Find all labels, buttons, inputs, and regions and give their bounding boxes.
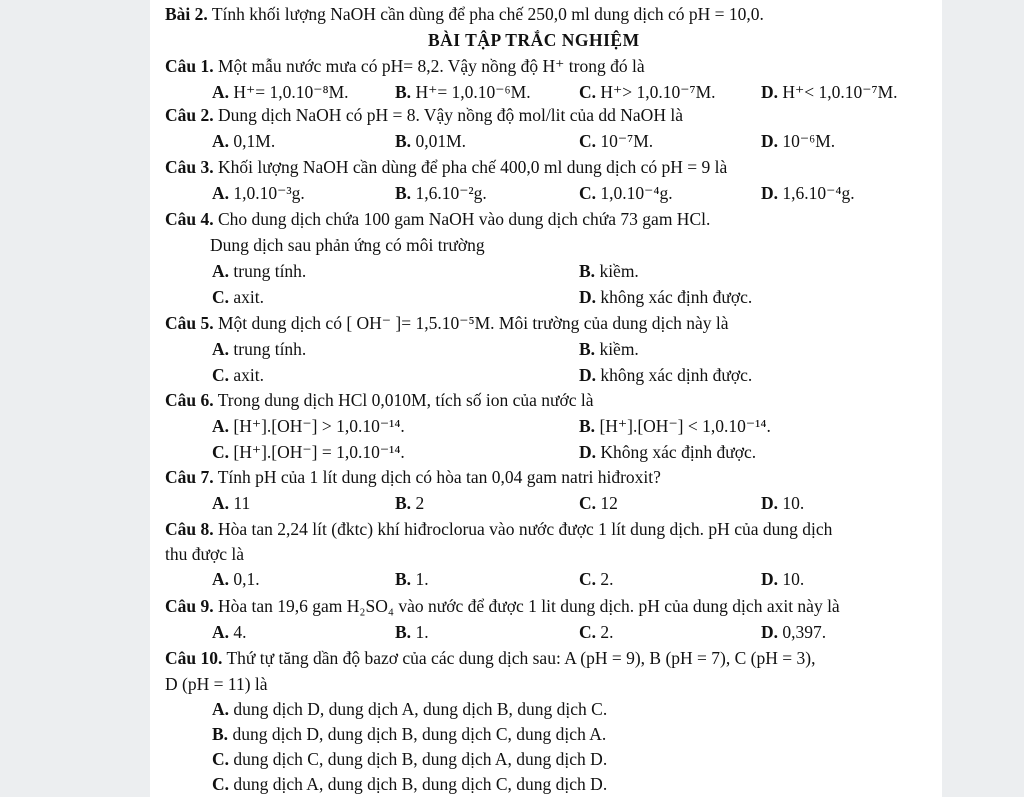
option-label: A. xyxy=(212,339,230,359)
q7-option-a xyxy=(212,492,250,514)
option-text: 0,1M. xyxy=(233,131,276,151)
option-label: B. xyxy=(395,493,412,513)
q10-option-b xyxy=(212,723,606,745)
option-label: C. xyxy=(212,749,230,769)
q6-text: Trong dung dịch HCl 0,010M, tích số ion của nước là xyxy=(217,390,594,410)
q2-option-b xyxy=(395,130,466,152)
document-page xyxy=(150,0,942,797)
option-label: C. xyxy=(579,82,597,102)
q1-label: Câu 1. xyxy=(165,56,214,76)
option-text: axit. xyxy=(233,365,265,385)
option-text: [H⁺].[OH⁻] = 1,0.10⁻¹⁴. xyxy=(233,442,405,462)
option-label: B. xyxy=(579,339,596,359)
q3-option-c xyxy=(579,182,673,204)
option-text: 2 xyxy=(415,493,425,513)
option-label: D. xyxy=(761,82,779,102)
option-label: D. xyxy=(579,442,597,462)
q5-option-b xyxy=(579,338,639,360)
option-label: B. xyxy=(579,261,596,281)
right-margin xyxy=(942,0,1024,797)
q2-option-c xyxy=(579,130,653,152)
q6-option-d xyxy=(579,441,756,463)
q7-stem xyxy=(165,466,661,488)
q10-text: Thứ tự tăng dần độ bazơ của các dung dịch sau: A (pH = 9), B (pH = 7), C (pH = 3), xyxy=(226,648,816,668)
option-label: B. xyxy=(212,724,229,744)
q7-option-b xyxy=(395,492,424,514)
option-text: trung tính. xyxy=(233,261,307,281)
q8-option-c xyxy=(579,568,614,590)
q3-label: Câu 3. xyxy=(165,157,214,177)
bai2-line xyxy=(165,3,764,25)
q4-label: Câu 4. xyxy=(165,209,214,229)
option-label: A. xyxy=(212,261,230,281)
q1-option-a xyxy=(212,81,349,103)
q4-option-c xyxy=(212,286,264,308)
option-text: trung tính. xyxy=(233,339,307,359)
q6-option-c xyxy=(212,441,405,463)
option-label: C. xyxy=(212,774,230,794)
q8-stem-cont: thu được là xyxy=(165,544,244,564)
q5-option-d xyxy=(579,364,752,386)
q8-text: Hòa tan 2,24 lít (đktc) khí hiđroclorua vào nước được 1 lít dung dịch. pH của dung dịch xyxy=(218,519,833,539)
option-text: 1,6.10⁻⁴g. xyxy=(782,183,855,203)
q7-label: Câu 7. xyxy=(165,467,214,487)
q2-stem xyxy=(165,104,683,126)
option-text: 11 xyxy=(233,493,251,513)
option-text: kiềm. xyxy=(599,261,639,281)
option-text: H⁺< 1,0.10⁻⁷M. xyxy=(782,82,898,102)
q4-text: Cho dung dịch chứa 100 gam NaOH vào dung dịch chứa 73 gam HCl. xyxy=(218,209,711,229)
option-text: 1. xyxy=(415,569,429,589)
option-label: A. xyxy=(212,493,230,513)
q8-option-a xyxy=(212,568,260,590)
option-text: 0,01M. xyxy=(415,131,466,151)
q9-option-b xyxy=(395,621,429,643)
option-label: D. xyxy=(761,131,779,151)
option-text: H⁺= 1,0.10⁻⁶M. xyxy=(415,82,531,102)
option-label: D. xyxy=(761,622,779,642)
q6-stem xyxy=(165,389,594,411)
q8-option-d xyxy=(761,568,804,590)
q5-option-a xyxy=(212,338,306,360)
q9-text: Hòa tan 19,6 gam H₂SO₄ vào nước để được 1 lit dung dịch. pH của dung dịch axit này là xyxy=(218,596,840,616)
option-label: B. xyxy=(395,183,412,203)
q4-option-b xyxy=(579,260,639,282)
q9-option-d xyxy=(761,621,826,643)
q10-option-d xyxy=(212,773,607,795)
q2-option-d xyxy=(761,130,835,152)
q5-option-c xyxy=(212,364,264,386)
q8-label: Câu 8. xyxy=(165,519,214,539)
option-text: 10⁻⁶M. xyxy=(782,131,836,151)
q10-option-a xyxy=(212,698,607,720)
q7-text: Tính pH của 1 lít dung dịch có hòa tan 0,04 gam natri hiđroxit? xyxy=(217,467,661,487)
q8-option-b xyxy=(395,568,429,590)
bai2-label: Bài 2. xyxy=(165,4,208,24)
q1-stem xyxy=(165,55,645,77)
option-text: 4. xyxy=(233,622,247,642)
q7-option-d xyxy=(761,492,804,514)
option-label: B. xyxy=(395,82,412,102)
q6-option-b xyxy=(579,415,771,437)
option-text: 10⁻⁷M. xyxy=(600,131,654,151)
option-text: dung dịch D, dung dịch B, dung dịch C, dung dịch A. xyxy=(232,724,607,744)
option-label: C. xyxy=(212,287,230,307)
option-text: H⁺> 1,0.10⁻⁷M. xyxy=(600,82,716,102)
option-label: D. xyxy=(579,365,597,385)
q5-stem xyxy=(165,312,729,334)
option-text: axit. xyxy=(233,287,265,307)
q7-option-c xyxy=(579,492,618,514)
option-text: 10. xyxy=(782,569,805,589)
option-text: không xác định được. xyxy=(600,287,753,307)
q5-label: Câu 5. xyxy=(165,313,214,333)
q1-text: Một mẫu nước mưa có pH= 8,2. Vậy nồng độ H⁺ trong đó là xyxy=(218,56,645,76)
q8-stem xyxy=(165,518,832,540)
q1-option-b xyxy=(395,81,531,103)
option-text: Không xác định được. xyxy=(600,442,757,462)
option-label: C. xyxy=(579,493,597,513)
option-text: dung dịch A, dung dịch B, dung dịch C, dung dịch D. xyxy=(233,774,608,794)
option-label: C. xyxy=(579,569,597,589)
option-text: dung dịch C, dung dịch B, dung dịch A, dung dịch D. xyxy=(233,749,608,769)
option-label: B. xyxy=(395,569,412,589)
q9-option-a xyxy=(212,621,247,643)
q5-text: Một dung dịch có [ OH⁻ ]= 1,5.10⁻⁵M. Môi trường của dung dịch này là xyxy=(218,313,729,333)
q10-stem-cont: D (pH = 11) là xyxy=(165,674,268,694)
q2-text: Dung dịch NaOH có pH = 8. Vậy nồng độ mol/lit của dd NaOH là xyxy=(218,105,683,125)
option-text: không xác dịnh được. xyxy=(600,365,753,385)
option-label: B. xyxy=(395,622,412,642)
option-text: 2. xyxy=(600,622,614,642)
q3-stem xyxy=(165,156,727,178)
bai2-text: Tính khối lượng NaOH cần dùng để pha chế 250,0 ml dung dịch có pH = 10,0. xyxy=(211,4,764,24)
option-text: 1,0.10⁻⁴g. xyxy=(600,183,673,203)
q9-option-c xyxy=(579,621,614,643)
q6-label: Câu 6. xyxy=(165,390,214,410)
option-label: B. xyxy=(579,416,596,436)
option-label: A. xyxy=(212,131,230,151)
option-text: 1,6.10⁻²g. xyxy=(415,183,487,203)
q3-option-a xyxy=(212,182,305,204)
q9-label: Câu 9. xyxy=(165,596,214,616)
option-label: D. xyxy=(579,287,597,307)
left-margin xyxy=(0,0,150,797)
option-label: A. xyxy=(212,569,230,589)
option-label: C. xyxy=(579,622,597,642)
option-text: 2. xyxy=(600,569,614,589)
option-text: H⁺= 1,0.10⁻⁸M. xyxy=(233,82,349,102)
q2-label: Câu 2. xyxy=(165,105,214,125)
option-label: C. xyxy=(579,183,597,203)
option-label: C. xyxy=(212,365,230,385)
q3-text: Khối lượng NaOH cần dùng để pha chế 400,0 ml dung dịch có pH = 9 là xyxy=(218,157,728,177)
option-text: 0,1. xyxy=(233,569,260,589)
q4-option-d xyxy=(579,286,752,308)
option-label: A. xyxy=(212,183,230,203)
section-title: BÀI TẬP TRẮC NGHIỆM xyxy=(428,30,640,50)
q4-stem-cont: Dung dịch sau phản ứng có môi trường xyxy=(210,235,485,255)
option-label: D. xyxy=(761,183,779,203)
q6-option-a xyxy=(212,415,405,437)
q2-option-a xyxy=(212,130,275,152)
q4-option-a xyxy=(212,260,306,282)
option-text: 12 xyxy=(600,493,618,513)
option-text: 0,397. xyxy=(782,622,827,642)
option-text: 1. xyxy=(415,622,429,642)
q1-option-c xyxy=(579,81,716,103)
option-text: dung dịch D, dung dịch A, dung dịch B, dung dịch C. xyxy=(233,699,608,719)
option-label: A. xyxy=(212,699,230,719)
q10-label: Câu 10. xyxy=(165,648,223,668)
option-label: C. xyxy=(212,442,230,462)
option-label: C. xyxy=(579,131,597,151)
q3-option-d xyxy=(761,182,855,204)
option-label: A. xyxy=(212,82,230,102)
option-label: B. xyxy=(395,131,412,151)
option-label: D. xyxy=(761,493,779,513)
q9-stem xyxy=(165,595,840,617)
q10-stem xyxy=(165,647,815,669)
option-label: A. xyxy=(212,416,230,436)
option-text: [H⁺].[OH⁻] < 1,0.10⁻¹⁴. xyxy=(599,416,771,436)
q4-stem xyxy=(165,208,710,230)
option-label: D. xyxy=(761,569,779,589)
option-label: A. xyxy=(212,622,230,642)
option-text: 1,0.10⁻³g. xyxy=(233,183,305,203)
option-text: 10. xyxy=(782,493,805,513)
option-text: kiềm. xyxy=(599,339,639,359)
option-text: [H⁺].[OH⁻] > 1,0.10⁻¹⁴. xyxy=(233,416,405,436)
q3-option-b xyxy=(395,182,487,204)
q1-option-d xyxy=(761,81,898,103)
q10-option-c xyxy=(212,748,607,770)
